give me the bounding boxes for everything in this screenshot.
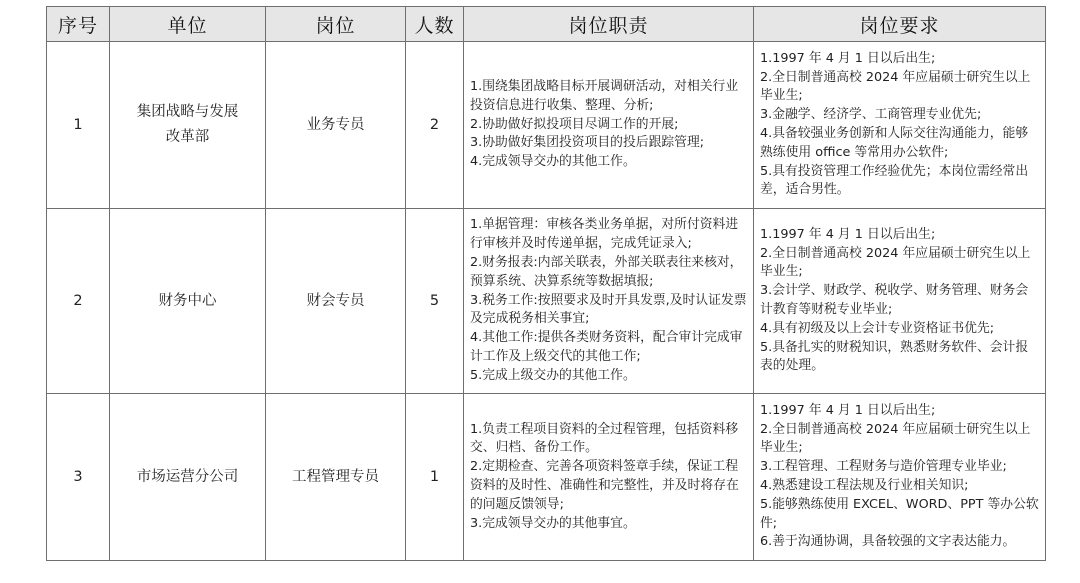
header-row [47,7,1046,42]
requirement-item: 1.1997 年 4 月 1 日以后出生; [760,402,936,418]
requirement-item: 5.具备扎实的财税知识，熟悉财务软件、会计报表的处理。 [760,339,1029,374]
cell-count: 2 [406,42,464,209]
requirement-item: 4.具有初级及以上会计专业资格证书优先; [760,320,995,336]
header-count: 人数 [406,7,464,42]
cell-unit [110,209,266,394]
unit-line: 集团战略与发展 [136,104,239,120]
requirement-item: 3.金融学、经济学、工商管理专业优先; [760,107,982,123]
header-unit: 单位 [110,7,266,42]
cell-position: 工程管理专员 [266,394,406,561]
cell-position: 业务专员 [266,42,406,209]
header-position: 岗位 [266,7,406,42]
cell-unit [110,42,266,209]
requirement-item: 4.熟悉建设工程法规及行业相关知识; [760,478,969,493]
cell-requirements [754,209,1046,394]
duty-item: 1.单据管理：审核各类业务单据，对所付资料进行审核并及时传递单据，完成凭证录入; [470,217,739,252]
recruitment-table [46,6,1046,561]
duty-item: 5.完成上级交办的其他工作。 [470,367,636,383]
header-duties: 岗位职责 [464,7,754,42]
requirement-item: 6.善于沟通协调，具备较强的文字表达能力。 [760,534,1016,550]
requirement-item: 2.全日制普通高校 2024 年应届硕士研究生以上毕业生; [760,69,1031,104]
header-no: 序号 [47,7,110,42]
requirement-item: 4.具备较强业务创新和人际交往沟通能力，能够熟练使用 office 等常用办公软件; [760,126,1029,160]
cell-duties [464,42,754,209]
table-body [47,42,1046,561]
table-row [47,42,1046,209]
cell-duties [464,394,754,561]
header-requirements: 岗位要求 [754,7,1046,42]
requirement-item: 5.具有投资管理工作经验优先；本岗位需经常出差，适合男性。 [760,163,1029,198]
duty-item: 2.协助做好拟投项目尽调工作的开展; [470,116,679,132]
cell-position: 财会专员 [266,209,406,394]
duty-item: 4.其他工作:提供各类财务资料，配合审计完成审计工作及上级交代的其他工作; [470,330,743,364]
duty-item: 3.税务工作:按照要求及时开具发票,及时认证发票及完成税务相关事宜; [470,292,747,327]
cell-duties [464,209,754,394]
requirement-item: 5.能够熟练使用 EXCEL、WORD、PPT 等办公软件; [760,496,1039,531]
cell-no: 2 [47,209,110,394]
cell-unit [110,394,266,561]
unit-line: 市场运营分公司 [136,468,239,485]
cell-count: 1 [406,394,464,561]
requirement-item: 2.全日制普通高校 2024 年应届硕士研究生以上毕业生; [760,421,1031,456]
cell-no: 3 [47,394,110,561]
table-header [47,7,1046,42]
table-row [47,209,1046,394]
duty-item: 3.完成领导交办的其他事宜。 [470,515,636,531]
duty-item: 2.定期检查、完善各项资料签章手续，保证工程资料的及时性、准确性和完整性，并及时将存在的问题反馈领导; [470,459,739,512]
requirement-item: 3.工程管理、工程财务与造价管理专业毕业; [760,459,1007,475]
duty-item: 2.财务报表:内部关联表，外部关联表往来核对，预算系统、决算系统等数据填报; [470,255,743,289]
cell-count: 5 [406,209,464,394]
duty-item: 3.协助做好集团投资项目的投后跟踪管理; [470,135,705,151]
requirement-item: 1.1997 年 4 月 1 日以后出生; [760,50,936,66]
requirement-item: 2.全日制普通高校 2024 年应届硕士研究生以上毕业生; [760,245,1031,280]
cell-no: 1 [47,42,110,209]
requirement-item: 3.会计学、财政学、税收学、财务管理、财务会计教育等财税专业毕业; [760,283,1029,317]
cell-requirements [754,42,1046,209]
duty-item: 4.完成领导交办的其他工作。 [470,154,636,170]
requirement-item: 1.1997 年 4 月 1 日以后出生; [760,226,936,242]
cell-requirements [754,394,1046,561]
unit-line: 财务中心 [158,292,217,309]
table-row [47,394,1046,561]
duty-item: 1.负责工程项目资料的全过程管理，包括资料移交、归档、备份工作。 [470,421,739,456]
unit-line: 改革部 [165,129,210,145]
duty-item: 1.围绕集团战略目标开展调研活动，对相关行业投资信息进行收集、整理、分析; [470,79,739,113]
